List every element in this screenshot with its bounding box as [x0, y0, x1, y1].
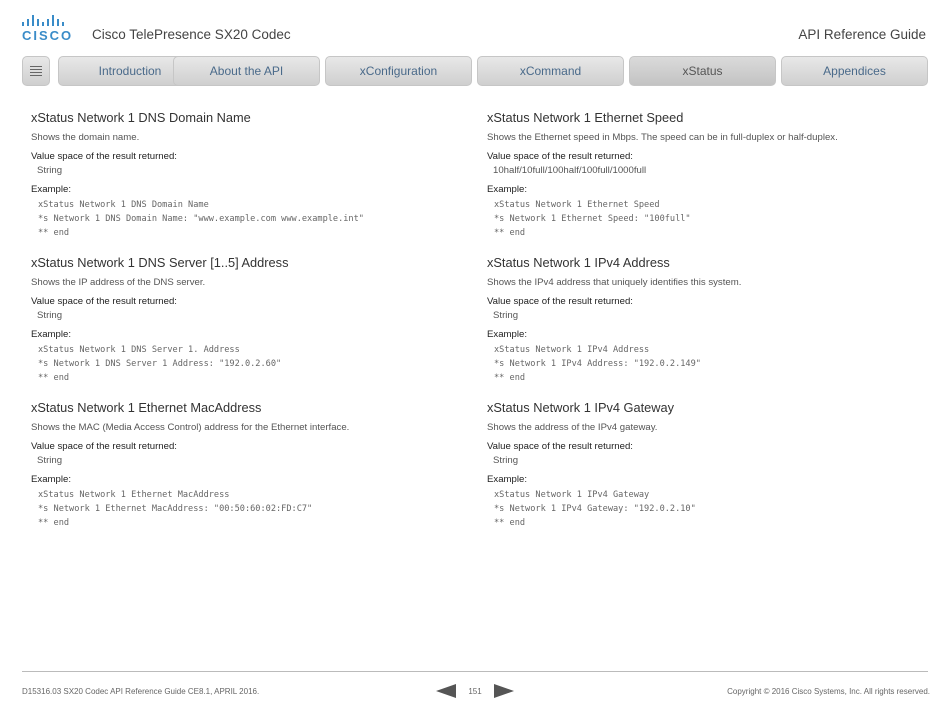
value-space: 10half/10full/100half/100full/1000full — [493, 165, 647, 176]
entry-description: Shows the IP address of the DNS server. — [31, 277, 206, 288]
entry-dns-server-address — [31, 255, 471, 385]
entry-description: Shows the Ethernet speed in Mbps. The speed can be in full-duplex or half-duplex. — [487, 132, 838, 143]
example-label: Example: — [31, 474, 71, 485]
value-space-label: Value space of the result returned: — [487, 441, 633, 452]
value-space: String — [493, 310, 519, 321]
value-space: String — [37, 455, 63, 466]
example-code: xStatus Network 1 IPv4 Gateway *s Network 1 IPv4 Gateway: "192.0.2.10" ** end — [494, 490, 696, 528]
entry-title: xStatus Network 1 DNS Server [1..5] Address — [31, 255, 289, 270]
cisco-logo-bars-icon — [22, 14, 66, 26]
value-space: String — [493, 455, 519, 466]
cisco-logo — [22, 14, 74, 43]
tab-xcommand[interactable]: xCommand — [477, 56, 624, 86]
entry-description: Shows the domain name. — [31, 132, 140, 143]
tab-xstatus[interactable]: xStatus — [629, 56, 776, 86]
tab-bar — [22, 56, 928, 86]
example-label: Example: — [31, 184, 71, 195]
value-space-label: Value space of the result returned: — [31, 296, 177, 307]
example-label: Example: — [487, 329, 527, 340]
entry-ipv4-gateway — [487, 400, 927, 530]
product-title: Cisco TelePresence SX20 Codec — [92, 27, 291, 42]
value-space: String — [37, 165, 63, 176]
entry-description: Shows the address of the IPv4 gateway. — [487, 422, 658, 433]
entry-title: xStatus Network 1 DNS Domain Name — [31, 110, 251, 125]
tab-appendices[interactable]: Appendices — [781, 56, 928, 86]
example-code: xStatus Network 1 Ethernet MacAddress *s Network 1 Ethernet MacAddress: "00:50:60:02:FD:C7" ** end — [38, 490, 313, 528]
value-space-label: Value space of the result returned: — [31, 151, 177, 162]
guide-title: API Reference Guide — [798, 27, 926, 42]
entry-title: xStatus Network 1 IPv4 Gateway — [487, 400, 675, 415]
entry-title: xStatus Network 1 Ethernet MacAddress — [31, 400, 262, 415]
example-label: Example: — [487, 474, 527, 485]
page-number: 151 — [468, 687, 482, 696]
example-code: xStatus Network 1 IPv4 Address *s Network 1 IPv4 Address: "192.0.2.149" ** end — [494, 345, 701, 383]
value-space: String — [37, 310, 63, 321]
tab-xconfiguration[interactable]: xConfiguration — [325, 56, 472, 86]
tab-about-the-api[interactable]: About the API — [173, 56, 320, 86]
entry-title: xStatus Network 1 Ethernet Speed — [487, 110, 684, 125]
tab-introduction[interactable]: Introduction — [58, 56, 202, 86]
footer-doc-id: D15316.03 SX20 Codec API Reference Guide CE8.1, APRIL 2016. — [22, 687, 260, 696]
example-label: Example: — [31, 329, 71, 340]
entry-dns-domain-name — [31, 110, 471, 240]
footer-copyright: Copyright © 2016 Cisco Systems, Inc. All rights reserved. — [727, 687, 930, 696]
example-code: xStatus Network 1 DNS Server 1. Address *s Network 1 DNS Server 1 Address: "192.0.2.60" ** end — [38, 345, 282, 383]
page-header — [0, 0, 950, 50]
previous-page-arrow-icon[interactable] — [436, 684, 456, 698]
example-label: Example: — [487, 184, 527, 195]
entry-ethernet-speed — [487, 110, 927, 240]
entry-description: Shows the MAC (Media Access Control) address for the Ethernet interface. — [31, 422, 350, 433]
menu-button[interactable] — [22, 56, 50, 86]
cisco-logo-text: CISCO — [22, 28, 74, 43]
footer-divider — [22, 671, 928, 672]
entry-ethernet-macaddress — [31, 400, 471, 530]
value-space-label: Value space of the result returned: — [31, 441, 177, 452]
entry-ipv4-address — [487, 255, 927, 385]
value-space-label: Value space of the result returned: — [487, 296, 633, 307]
menu-icon — [30, 65, 42, 77]
example-code: xStatus Network 1 Ethernet Speed *s Network 1 Ethernet Speed: "100full" ** end — [494, 200, 691, 238]
pager — [436, 684, 514, 700]
value-space-label: Value space of the result returned: — [487, 151, 633, 162]
entry-description: Shows the IPv4 address that uniquely identifies this system. — [487, 277, 742, 288]
example-code: xStatus Network 1 DNS Domain Name *s Network 1 DNS Domain Name: "www.example.com www.example.int" ** end — [38, 200, 364, 238]
entry-title: xStatus Network 1 IPv4 Address — [487, 255, 670, 270]
next-page-arrow-icon[interactable] — [494, 684, 514, 698]
